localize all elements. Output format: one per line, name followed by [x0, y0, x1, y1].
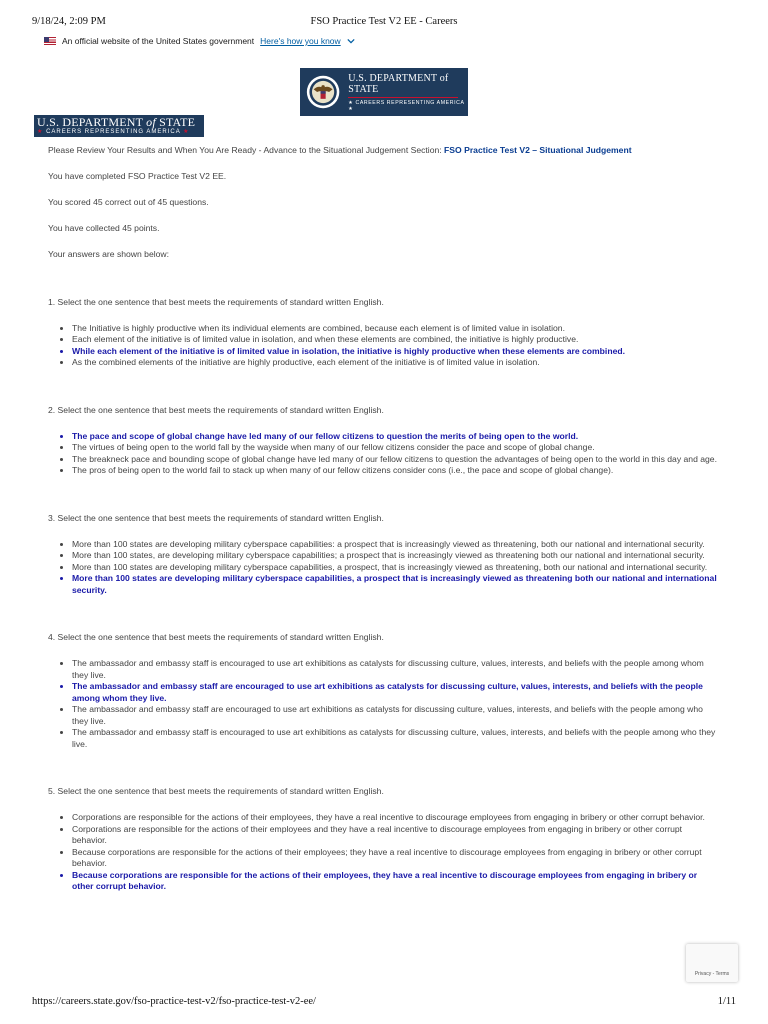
answer-option: • More than 100 states, are developing military cyberspace capabilities; a prospect that is increasingly viewed as threatening both our national and international security.	[72, 550, 718, 562]
answer-options	[48, 812, 718, 893]
answer-option: • Because corporations are responsible for the actions of their employees; they have a real incentive to discourage employees from engaging in bribery or other corrupt behavior.	[72, 847, 718, 870]
gov-banner	[44, 34, 355, 48]
recaptcha-terms[interactable]: Privacy - Terms	[694, 971, 730, 977]
question-title: 3. Select the one sentence that best meets the requirements of standard written English.	[48, 512, 384, 523]
careers-logo-title: U.S. DEPARTMENT of STATE	[37, 115, 196, 129]
answer-options	[48, 323, 718, 369]
careers-logo-tagline: ★ CAREERS REPRESENTING AMERICA ★	[37, 129, 190, 135]
question-title: 1. Select the one sentence that best meets the requirements of standard written English.	[48, 296, 384, 307]
question-block	[48, 786, 718, 893]
print-url: https://careers.state.gov/fso-practice-test-v2/fso-practice-test-v2-ee/	[32, 996, 316, 1007]
question-title: 2. Select the one sentence that best meets the requirements of standard written English.	[48, 404, 384, 415]
question-title: 5. Select the one sentence that best meets the requirements of standard written English.	[48, 786, 384, 796]
print-page-number: 1/11	[717, 996, 736, 1007]
answer-options	[48, 539, 718, 597]
print-datetime: 9/18/24, 2:09 PM	[32, 16, 106, 27]
answer-option: • As the combined elements of the initiative are highly productive, each element of the initiative is of limited value in isolation.	[72, 357, 718, 369]
question-block	[48, 513, 718, 597]
correct-answer-option: • Because corporations are responsible for the actions of their employees, they have a real incentive to discourage employees from engaging in bribery or other corrupt behavior.	[72, 870, 718, 893]
situational-judgement-link[interactable]: FSO Practice Test V2 – Situational Judgement	[444, 145, 632, 155]
state-department-logo[interactable]	[300, 68, 468, 116]
correct-answer-option: • The pace and scope of global change have led many of our fellow citizens to question the merits of being open to the world.	[72, 431, 718, 443]
answer-option: • The virtues of being open to the world fall by the wayside when many of our fellow citizens consider the pace and scope of global change.	[72, 442, 718, 454]
state-seal-icon	[306, 73, 340, 111]
review-instructions: Please Review Your Results and When You Are Ready - Advance to the Situational Judgement Section: FSO Practice Test V2 – Situational Judgement	[48, 145, 632, 155]
answer-options	[48, 431, 718, 477]
answer-option: • Each element of the initiative is of limited value in isolation, and when these elements are combined, the initiative is highly productive.	[72, 334, 718, 346]
completion-message: You have completed FSO Practice Test V2 EE.	[48, 171, 227, 181]
answer-option: • The ambassador and embassy staff are encouraged to use art exhibitions as catalysts for discussing culture, values, interests, and beliefs with the people among who they live.	[72, 704, 718, 727]
points-message: You have collected 45 points.	[48, 223, 160, 233]
logo-divider	[348, 97, 458, 98]
us-flag-icon	[44, 37, 56, 45]
heres-how-you-know-link[interactable]: Here's how you know	[260, 36, 341, 46]
answer-option: • The breakneck pace and bounding scope of global change have led many of our fellow citizens to question the advantages of being open to the world in this day and age.	[72, 454, 718, 466]
correct-answer-option: • More than 100 states are developing military cyberspace capabilities, a prospect that is increasingly viewed as threatening both our national and international security.	[72, 573, 718, 596]
question-block	[48, 405, 718, 477]
careers-logo[interactable]	[34, 115, 204, 137]
question-title: 4. Select the one sentence that best meets the requirements of standard written English.	[48, 632, 384, 642]
answer-option: • The Initiative is highly productive when its individual elements are combined, because each element is of limited value in isolation.	[72, 323, 718, 335]
print-header	[32, 16, 736, 32]
score-message: You scored 45 correct out of 45 questions.	[48, 197, 209, 207]
answer-option: • The ambassador and embassy staff is encouraged to use art exhibitions as catalysts for discussing culture, values, interests, and beliefs with the people among whom they live.	[72, 658, 718, 681]
star-icon: ★	[37, 129, 44, 135]
question-list	[48, 297, 718, 893]
answers-label: Your answers are shown below:	[48, 249, 170, 259]
chevron-down-icon[interactable]	[347, 37, 355, 45]
answer-option: • More than 100 states are developing military cyberspace capabilities, a prospect, that is increasingly viewed as threatening, both our national and international security.	[72, 562, 718, 574]
answer-option: • Corporations are responsible for the actions of their employees, they have a real incentive to discourage employees from engaging in bribery or other corrupt behavior.	[72, 812, 718, 824]
correct-answer-option: • The ambassador and embassy staff are encouraged to use art exhibitions as catalysts for discussing culture, values, interests, and beliefs with the people among whom they live.	[72, 681, 718, 704]
correct-answer-option: • While each element of the initiative is of limited value in isolation, the initiative is highly productive when these elements are combined.	[72, 346, 718, 358]
center-logo-tagline: ★ CAREERS REPRESENTING AMERICA ★	[348, 99, 465, 112]
gov-banner-text: An official website of the United States government	[62, 36, 255, 46]
answer-option: • Corporations are responsible for the actions of their employees and they have a real incentive to discourage employees from engaging in bribery or other corrupt behavior.	[72, 824, 718, 847]
center-logo-title: U.S. DEPARTMENT of STATE	[348, 72, 449, 95]
results-content	[48, 145, 718, 893]
answer-option: • The pros of being open to the world fail to stack up when many of our fellow citizens consider cons (i.e., the pace and scope of global change).	[72, 465, 718, 477]
print-footer	[32, 996, 736, 1012]
answer-option: • More than 100 states are developing military cyberspace capabilities: a prospect that is increasingly viewed as threatening, both our national and international security.	[72, 539, 718, 551]
answer-option: • The ambassador and embassy staff is encouraged to use art exhibitions as catalysts for discussing culture, values, interests, and beliefs with the people among who they live.	[72, 727, 718, 750]
answer-options	[48, 658, 718, 750]
print-title: FSO Practice Test V2 EE - Careers	[310, 16, 458, 27]
question-block	[48, 297, 718, 369]
star-icon: ★	[183, 129, 190, 135]
question-block	[48, 632, 718, 750]
recaptcha-badge[interactable]	[686, 944, 738, 982]
